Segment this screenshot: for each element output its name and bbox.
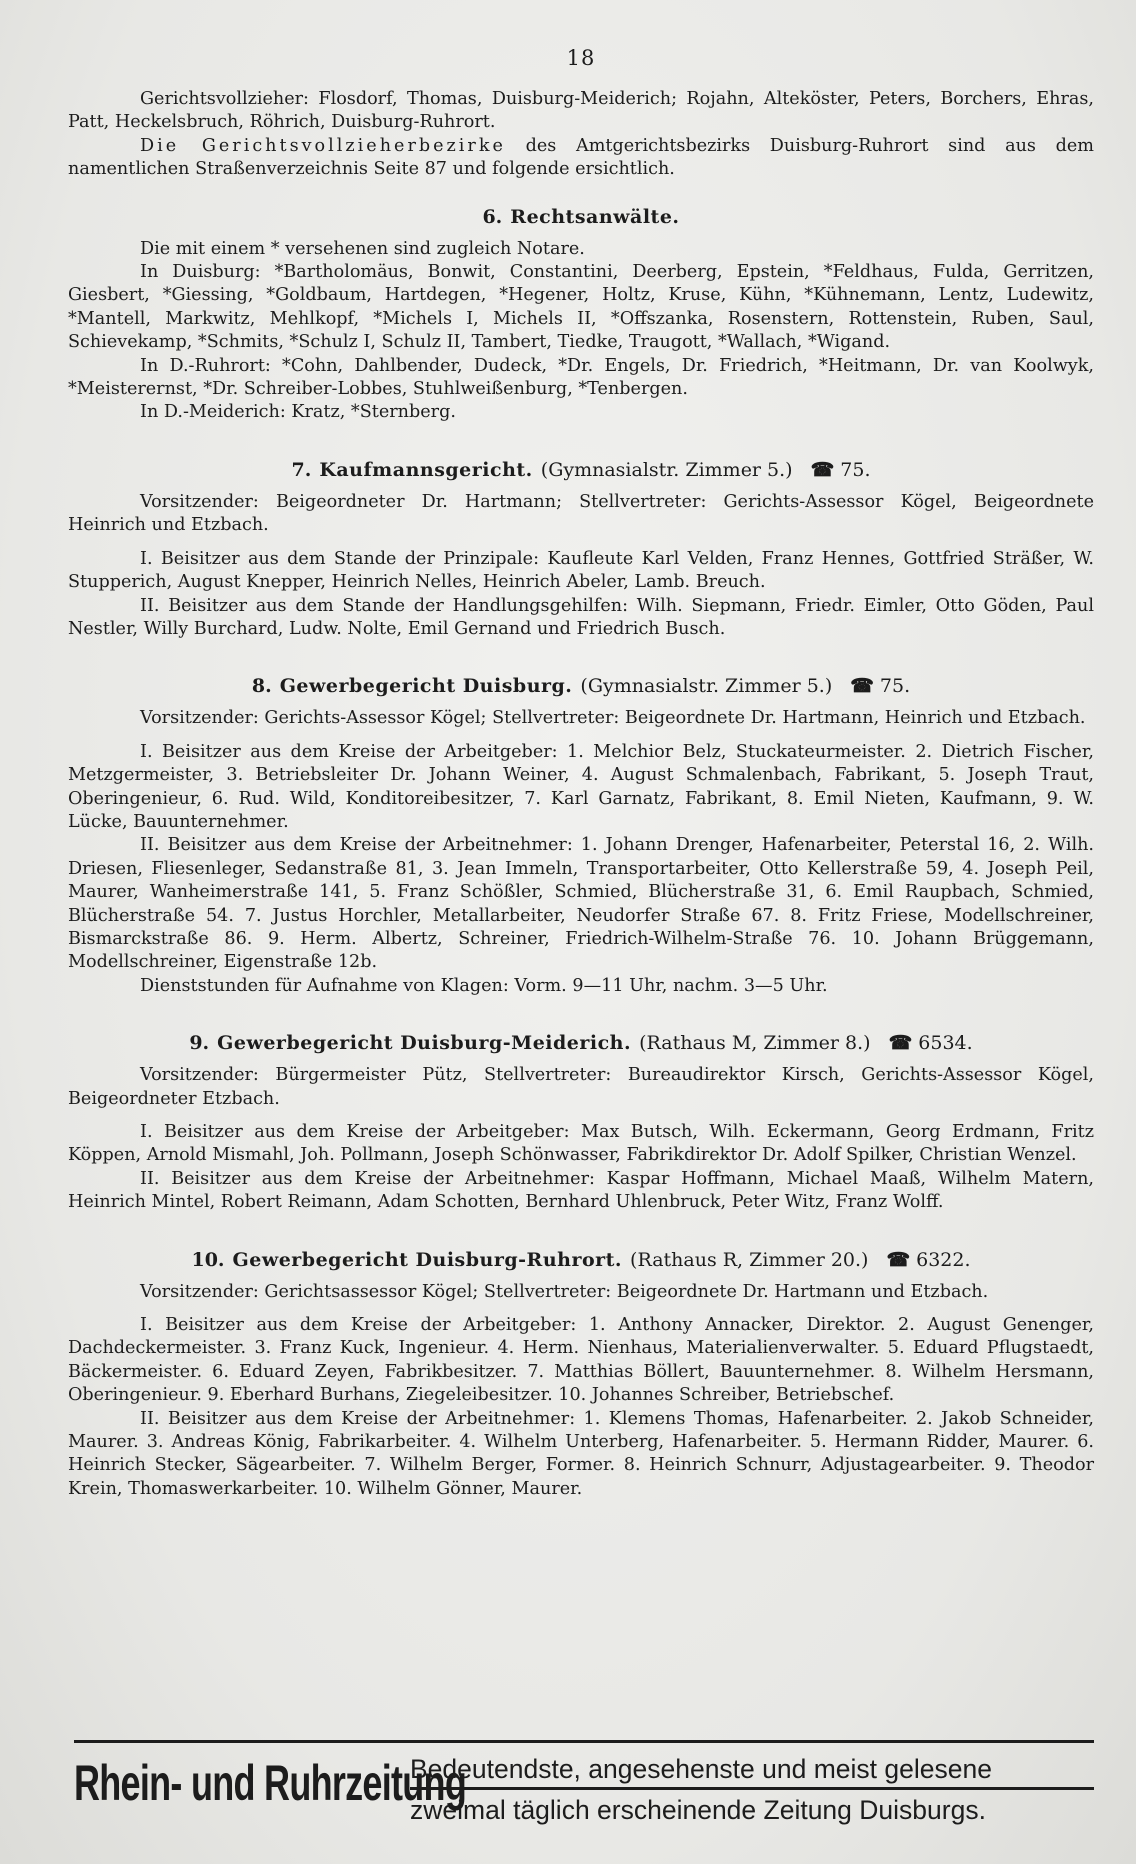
advertisement-text [410,1751,1094,1828]
section-title: Rechtsanwälte. [510,205,680,228]
section-heading-trade-court-meiderich [68,1030,1094,1056]
phone-number: 75. [840,458,871,481]
trade-court-duisburg-hours: Dienststunden für Aufnahme von Klagen: Vorm. 9—11 Uhr, nachm. 3—5 Uhr. [140,975,828,996]
section-location: (Rathaus R, Zimmer 20.) [630,1248,869,1271]
section-number: 9. [189,1032,210,1055]
bailiff-districts-paragraph [68,135,1094,182]
section-location: (Gymnasialstr. Zimmer 5.) [540,458,793,481]
phone-number: 6534. [918,1032,973,1055]
section-heading-trade-court-duisburg [68,673,1094,699]
trade-court-ruhrort-assessors-1: I. Beisitzer aus dem Kreise der Arbeitgeber: 1. Anthony Annacker, Direktor. 2. August Genenger, Dachdeckermeister. 3. Franz Kuck, Ingenieur. 4. Herm. Nienhaus, Materialienverwalter. 5. Eduard Pflugstaedt, Bäckermeister. 6. Eduard Zeyen, Fabrikbesitzer. 7. Matthias Böllert, Bauunternehmer. 8. Wilhelm Hersmann, Oberingenieur. 9. Eberhard Burhans, Ziegeleibesitzer. 10. Johannes Schreiber, Betriebschef. [68,1315,1094,1406]
commercial-court-assessors-1: I. Beisitzer aus dem Stande der Prinzipale: Kaufleute Karl Velden, Franz Hennes, Gottfried Sträßer, W. Stupperich, August Knepper, Heinrich Nelles, Heinrich Abeler, Lamb. Breuch. [68,548,1094,593]
phone-number: 6322. [916,1248,971,1271]
commercial-court-chair: Vorsitzender: Beigeordneter Dr. Hartmann; Stellvertreter: Gerichts-Assessor Kögel, Beigeordnete Heinrich und Etzbach. [68,491,1094,536]
section-title: Gewerbegericht Duisburg. [279,675,573,698]
lawyers-ruhrort: In D.-Ruhrort: *Cohn, Dahlbender, Dudeck, *Dr. Engels, Dr. Friedrich, *Heitmann, Dr. van Koolwyk, *Meisterernst, *Dr. Schreiber-Lobbes, Stuhlweißenburg, *Tenbergen. [68,355,1094,400]
section-number: 8. [251,675,272,698]
lawyers-duisburg: In Duisburg: *Bartholomäus, Bonwit, Constantini, Deerberg, Epstein, *Feldhaus, Fulda, Gerritzen, Giesbert, *Giessing, *Goldbaum, Hartdegen, *Hegener, Holtz, Kruse, Kühn, *Kühnemann, Lentz, Ludewitz, *Mantell, Markwitz, Mehlkopf, *Michels I, Michels II, *Offszanka, Rosenstern, Rottenstein, Ruben, Saul, Schievekamp, *Schmits, *Schulz I, Schulz II, Tambert, Tiedke, Traugott, *Wallach, *Wigand. [68,262,1094,353]
bailiffs-paragraph: Gerichtsvollzieher: Flosdorf, Thomas, Duisburg-Meiderich; Rojahn, Alteköster, Peters, Borchers, Ehras, Patt, Heckelsbruch, Röhrich, Duisburg-Ruhrort. [68,89,1094,133]
telephone-icon: ☎ [810,458,835,481]
commercial-court-assessors-2: II. Beisitzer aus dem Stande der Handlungsgehilfen: Wilh. Siepmann, Friedr. Eimler, Otto Göden, Paul Nestler, Willy Burchard, Ludw. Nolte, Emil Gernand und Friedrich Busch. [68,595,1094,639]
section-location: (Gymnasialstr. Zimmer 5.) [580,675,833,698]
trade-court-meiderich-assessors-1: I. Beisitzer aus dem Kreise der Arbeitgeber: Max Butsch, Wilh. Eckermann, Georg Erdmann, Fritz Köppen, Arnold Mismahl, Joh. Pollmann, Joseph Schönwasser, Fabrikdirektor Dr. Adolf Spilker, Christian Wenzel. [68,1122,1094,1166]
newspaper-advertisement [74,1740,1094,1853]
section-title: Gewerbegericht Duisburg-Meiderich. [217,1032,632,1055]
section-heading-trade-court-ruhrort [68,1247,1094,1273]
trade-court-duisburg-chair: Vorsitzender: Gerichts-Assessor Kögel; Stellvertreter: Beigeordnete Dr. Hartmann, Heinrich und Etzbach. [140,708,1086,729]
section-number: 7. [291,458,312,481]
trade-court-meiderich-assessors-2: II. Beisitzer aus dem Kreise der Arbeitnehmer: Kaspar Hoffmann, Michael Maaß, Wilhelm Matern, Heinrich Mintel, Robert Reimann, Adam Schotten, Bernhard Uhlenbruck, Peter Witz, Franz Wolff. [68,1168,1094,1213]
phone-number: 75. [879,675,911,698]
page-number: 18 [566,46,596,70]
section-location: (Rathaus M, Zimmer 8.) [639,1032,871,1055]
trade-court-meiderich-chair: Vorsitzender: Bürgermeister Pütz, Stellvertreter: Bureaudirektor Kirsch, Gerichts-Assessor Kögel, Beigeordneter Etzbach. [68,1065,1094,1109]
newspaper-logo: Rhein- und Ruhrzeitung [74,1755,467,1811]
telephone-icon: ☎ [850,675,874,698]
section-heading-lawyers [68,204,1094,230]
section-number: 10. [191,1248,225,1271]
section-heading-commercial-court [68,457,1094,483]
section-title: Gewerbegericht Duisburg-Ruhrort. [232,1248,623,1271]
advertisement-line-1: Bedeutendste, angesehenste und meist gelesene [410,1751,1094,1790]
bailiff-districts-term: Die Gerichtsvollzieherbezirke [140,135,506,156]
notary-note: Die mit einem * versehenen sind zugleich Notare. [140,238,585,259]
trade-court-duisburg-assessors-1: I. Beisitzer aus dem Kreise der Arbeitgeber: 1. Melchior Belz, Stuckateurmeister. 2. Dietrich Fischer, Metzgermeister, 3. Betriebsleiter Dr. Johann Weiner, 4. August Schmalenbach, Fabrikant, 5. Joseph Traut, Oberingenieur, 6. Rud. Wild, Konditoreibesitzer, 7. Karl Garnatz, Fabrikant, 8. Emil Nieten, Kaufmann, 9. W. Lücke, Bauunternehmer. [68,741,1094,832]
trade-court-ruhrort-chair: Vorsitzender: Gerichtsassessor Kögel; Stellvertreter: Beigeordnete Dr. Hartmann und Etzbach. [140,1281,989,1302]
bailiff-districts-text: des Amtgerichtsbezirks Duisburg-Ruhrort sind aus dem namentlichen Straßenverzeichnis Seite 87 und folgende ersichtlich. [68,135,1094,180]
trade-court-duisburg-assessors-2: II. Beisitzer aus dem Kreise der Arbeitnehmer: 1. Johann Drenger, Hafenarbeiter, Peterstal 16, 2. Wilh. Driesen, Fliesenleger, Sedanstraße 81, 3. Jean Immeln, Transportarbeiter, Otto Kellerstraße 59, 4. Joseph Peil, Maurer, Wanheimerstraße 141, 5. Franz Schößler, Schmied, Blücherstraße 31, 6. Emil Raupbach, Schmied, Blücherstraße 54. 7. Justus Horchler, Metallarbeiter, Neudorfer Straße 67. 8. Fritz Friese, Modellschreiner, Bismarckstraße 86. 9. Herm. Albertz, Schreiner, Friedrich-Wilhelm-Straße 76. 10. Johann Brüggemann, Modellschreiner, Eigenstraße 12b. [68,835,1094,973]
advertisement-line-2: zweimal täglich erscheinende Zeitung Duisburgs. [410,1795,986,1825]
telephone-icon: ☎ [888,1032,913,1055]
section-number: 6. [482,205,503,228]
section-title: Kaufmannsgericht. [319,458,533,481]
trade-court-ruhrort-assessors-2: II. Beisitzer aus dem Kreise der Arbeitnehmer: 1. Klemens Thomas, Hafenarbeiter. 2. Jakob Schneider, Maurer. 3. Andreas König, Fabrikarbeiter. 4. Wilhelm Unterberg, Hafenarbeiter. 5. Hermann Ridder, Maurer. 6. Heinrich Stecker, Sägearbeiter. 7. Wilhelm Berger, Former. 8. Heinrich Schnurr, Adjustagearbeiter. 9. Theodor Krein, Thomaswerkarbeiter. 10. Wilhelm Gönner, Maurer. [68,1408,1094,1499]
lawyers-meiderich: In D.-Meiderich: Kratz, *Sternberg. [140,402,456,423]
telephone-icon: ☎ [886,1248,911,1271]
